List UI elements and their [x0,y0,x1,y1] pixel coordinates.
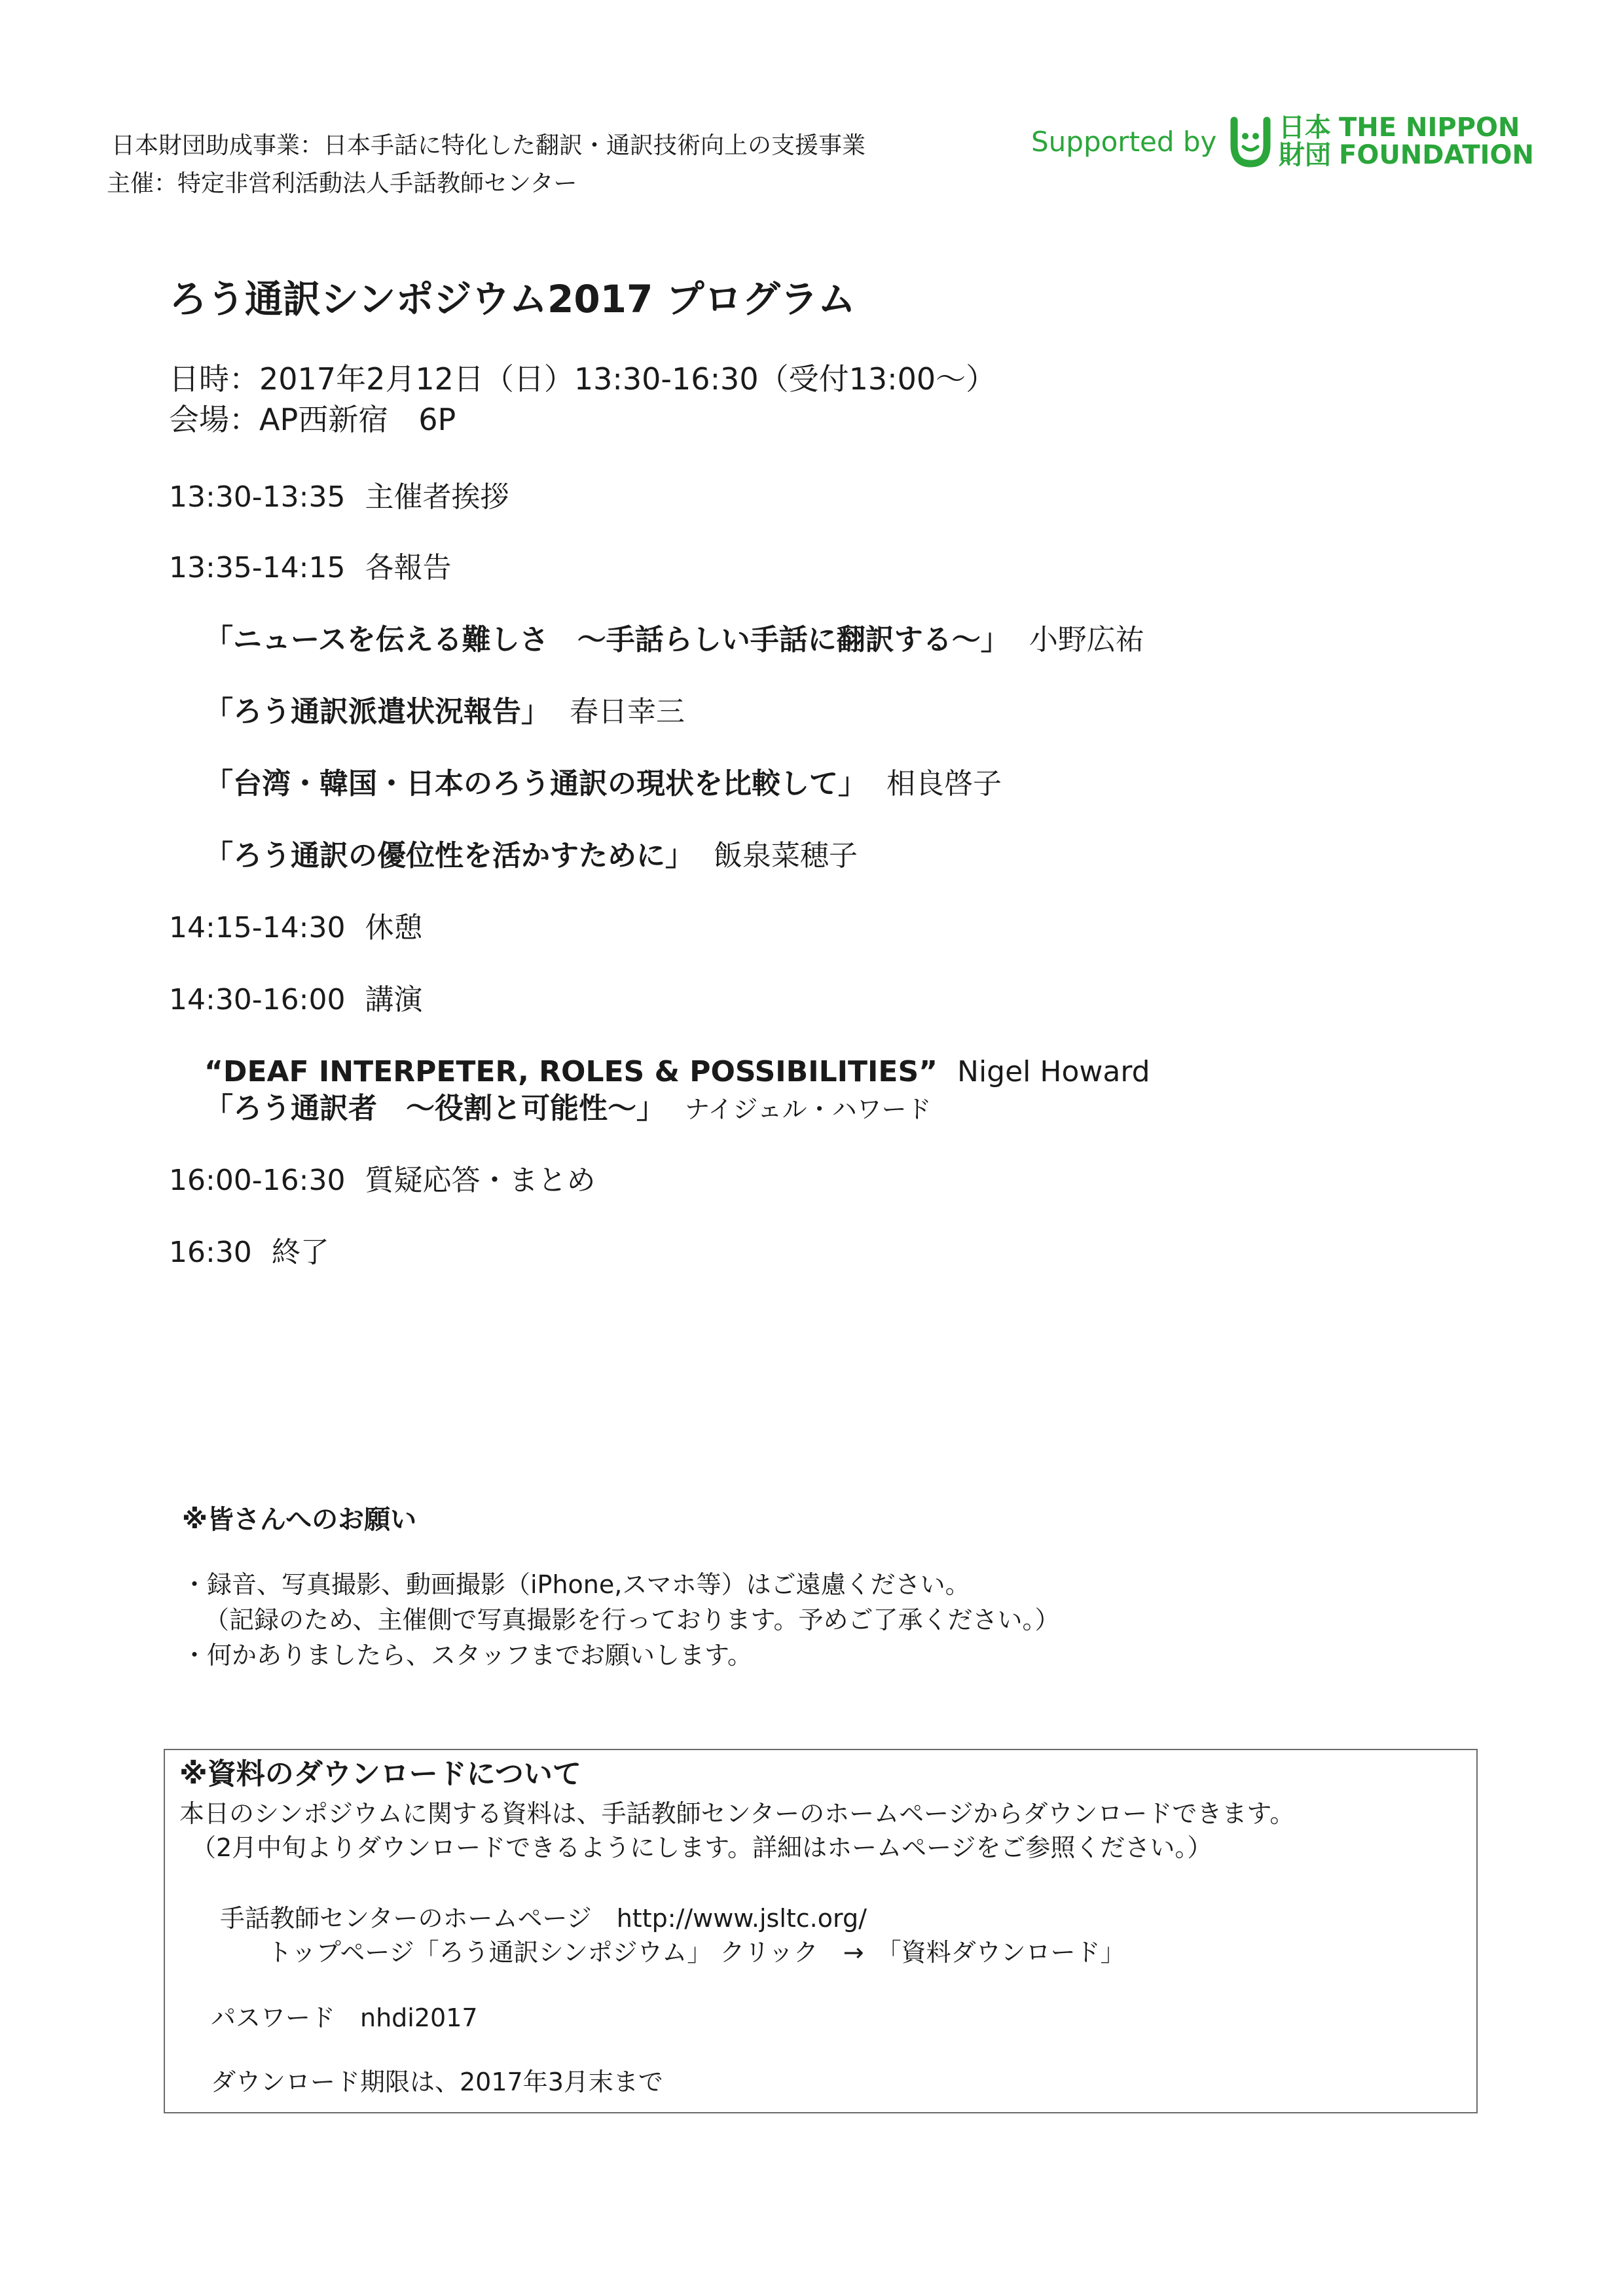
report-item-1 [204,622,1144,658]
program-label: 各報告 [365,551,452,584]
program-time: 13:35-14:15 [169,551,346,584]
report-title: 「ろう通訳の優位性を活かすために」 [204,839,694,872]
report-title: 「ニュースを伝える難しさ ～手話らしい手話に翻訳する～」 [204,623,1010,656]
report-title: 「ろう通訳派遣状況報告」 [204,695,550,728]
download-password: パスワード nhdi2017 [211,2003,478,2032]
report-speaker: 小野広祐 [1029,623,1144,656]
program-label: 講演 [365,983,423,1016]
program-time: 14:30-16:00 [169,983,346,1016]
report-item-4 [204,838,858,874]
lecture-title-jp-row [204,1090,932,1128]
event-datetime: 日時：2017年2月12日（日）13:30-16:30（受付13:00～） [169,361,996,397]
request-line-2: （記録のため、主催側で写真撮影を行っております。予めご了承ください。） [204,1605,1060,1634]
download-path: トップページ「ろう通訳シンポジウム」 クリック → 「資料ダウンロード」 [267,1938,1125,1967]
download-info-box [164,1749,1478,2113]
logo-jp-top: 日本 [1279,113,1331,143]
event-venue: 会場：AP西新宿 6P [169,402,456,437]
program-label: 主催者挨拶 [365,480,509,514]
program-end [169,1234,329,1271]
program-time: 13:30-13:35 [169,480,346,514]
program-lecture [169,982,422,1018]
logo-en-top: THE NIPPON [1339,113,1520,143]
program-time: 16:30 [169,1236,252,1269]
request-heading: ※皆さんへのお願い [182,1505,417,1535]
report-title: 「台湾・韓国・日本のろう通訳の現状を比較して」 [204,767,867,800]
request-line-1: ・録音、写真撮影、動画撮影（iPhone,スマホ等）はご遠慮ください。 [182,1570,970,1599]
header-line-1: 日本財団助成事業：日本手話に特化した翻訳・通訳技術向上の支援事業 [111,132,866,159]
download-heading: ※資料のダウンロードについて [179,1757,581,1791]
program-time: 16:00-16:30 [169,1164,346,1197]
report-speaker: 春日幸三 [570,695,685,728]
download-deadline: ダウンロード期限は、2017年3月末まで [211,2068,663,2096]
download-line-1: 本日のシンポジウムに関する資料は、手話教師センターのホームページからダウンロードできます。 [179,1799,1295,1828]
download-homepage: 手話教師センターのホームページ http://www.jsltc.org/ [220,1904,867,1933]
supported-by-text: Supported by [1031,126,1217,158]
program-label: 終了 [271,1236,329,1269]
report-speaker: 相良啓子 [886,767,1002,800]
report-item-3 [204,766,1002,802]
lecture-title-en: “DEAF INTERPETER, ROLES & POSSIBILITIES” [204,1055,938,1088]
lecture-speaker-en: Nigel Howard [957,1055,1150,1088]
program-label: 休憩 [365,911,423,944]
program-opening [169,479,509,516]
program-time: 14:15-14:30 [169,911,346,944]
lecture-title-jp: 「ろう通訳者 ～役割と可能性～」 [204,1092,665,1125]
logo-en-bottom: FOUNDATION [1339,140,1534,170]
lecture-title-en-row [204,1054,1150,1090]
program-qa [169,1162,595,1199]
page-title: ろう通訳シンポジウム2017 プログラム [169,277,856,321]
report-item-2 [204,694,685,730]
program-label: 質疑応答・まとめ [365,1164,596,1197]
request-line-3: ・何かありましたら、スタッフまでお願いします。 [182,1641,752,1670]
smile-face-icon [1229,117,1272,168]
program-reports [169,550,451,586]
report-speaker: 飯泉菜穂子 [714,839,858,872]
program-break [169,910,422,946]
logo-jp-bottom: 財団 [1279,140,1331,170]
lecture-speaker-jp: ナイジェル・ハワード [685,1095,932,1124]
download-line-2: （2月中旬よりダウンロードできるようにします。詳細はホームページをご参照ください。） [191,1833,1213,1862]
header-line-2: 主催：特定非営利活動法人手話教師センター [107,170,577,197]
